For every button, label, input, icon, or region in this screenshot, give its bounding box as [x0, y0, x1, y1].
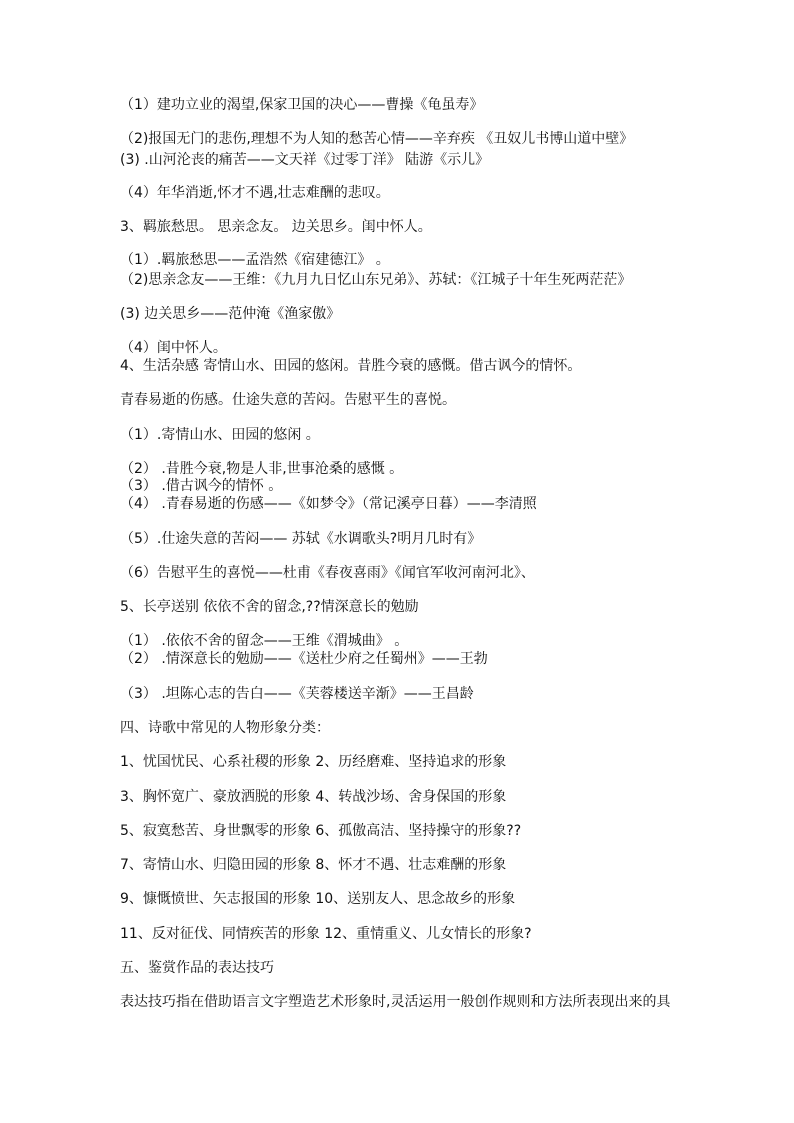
section-heading: 4、生活杂感 寄情山水、田园的悠闲。昔胜今衰的感慨。借古讽今的情怀。	[120, 358, 582, 374]
text-line: （6）告慰平生的喜悦——杜甫《春夜喜雨》《闻官军收河南河北》、	[120, 565, 535, 581]
text-line: 11、反对征伐、同情疾苦的形象 12、重情重义、儿女情长的形象?	[120, 926, 532, 942]
text-line: （2)思亲念友——王维：《九月九日忆山东兄弟》、苏轼：《江城子十年生死两茫茫》	[120, 272, 632, 288]
text-line: （1）.寄情山水、田园的悠闲 。	[120, 427, 320, 443]
text-line: 1、忧国忧民、心系社稷的形象 2、历经磨难、坚持追求的形象	[120, 754, 507, 770]
text-line: （4） .青春易逝的伤感——《如梦令》（常记溪亭日暮）——李清照	[120, 496, 537, 512]
text-line: （2） .情深意长的勉励——《送杜少府之任蜀州》——王勃	[120, 651, 488, 667]
text-line: （3） .坦陈心志的告白——《芙蓉楼送辛渐》——王昌龄	[120, 686, 474, 702]
text-line: （5）.仕途失意的苦闷—— 苏轼《水调歌头?明月几时有》	[120, 531, 482, 547]
text-line: 3、胸怀宽广、豪放洒脱的形象 4、转战沙场、舍身保国的形象	[120, 789, 507, 805]
text-line: 青春易逝的伤感。仕途失意的苦闷。告慰平生的喜悦。	[120, 392, 456, 408]
section-heading: 3、羁旅愁思。 思亲念友。 边关思乡。闺中怀人。	[120, 219, 432, 235]
text-line: （2） .昔胜今衰,物是人非,世事沧桑的感慨 。	[120, 461, 404, 477]
text-line: 5、寂寞愁苦、身世飘零的形象 6、孤傲高洁、坚持操守的形象??	[120, 823, 522, 839]
section-heading: 四、诗歌中常见的人物形象分类：	[120, 720, 330, 736]
text-line: （3） .借古讽今的情怀 。	[120, 478, 283, 494]
text-line: 9、慷慨愤世、矢志报国的形象 10、送别友人、思念故乡的形象	[120, 891, 516, 907]
text-line: 表达技巧指在借助语言文字塑造艺术形象时,灵活运用一般创作规则和方法所表现出来的具	[120, 994, 671, 1010]
text-line: （2)报国无门的悲伤,理想不为人知的愁苦心情——辛弃疾 《丑奴儿书博山道中壁》	[120, 131, 634, 147]
section-heading: 5、长亭送别 依依不舍的留念,??情深意长的勉励	[120, 599, 419, 615]
text-line: （1）.羁旅愁思——孟浩然《宿建德江》 。	[120, 252, 390, 268]
section-heading: 五、鉴赏作品的表达技巧	[120, 960, 274, 976]
text-line: （4）年华消逝,怀才不遇,壮志难酬的悲叹。	[120, 185, 390, 201]
text-line: 7、寄情山水、归隐田园的形象 8、怀才不遇、壮志难酬的形象	[120, 857, 507, 873]
text-line: （1） .依依不舍的留念——王维《渭城曲》 。	[120, 633, 409, 649]
text-line: （4）闺中怀人。	[120, 340, 227, 356]
text-line: (3) .山河沦丧的痛苦——文天祥《过零丁洋》 陆游《示儿》	[120, 152, 490, 168]
text-line: (3) 边关思乡——范仲淹《渔家傲》	[120, 306, 341, 322]
text-line: （1）建功立业的渴望,保家卫国的决心——曹操《龟虽寿》	[120, 97, 484, 113]
